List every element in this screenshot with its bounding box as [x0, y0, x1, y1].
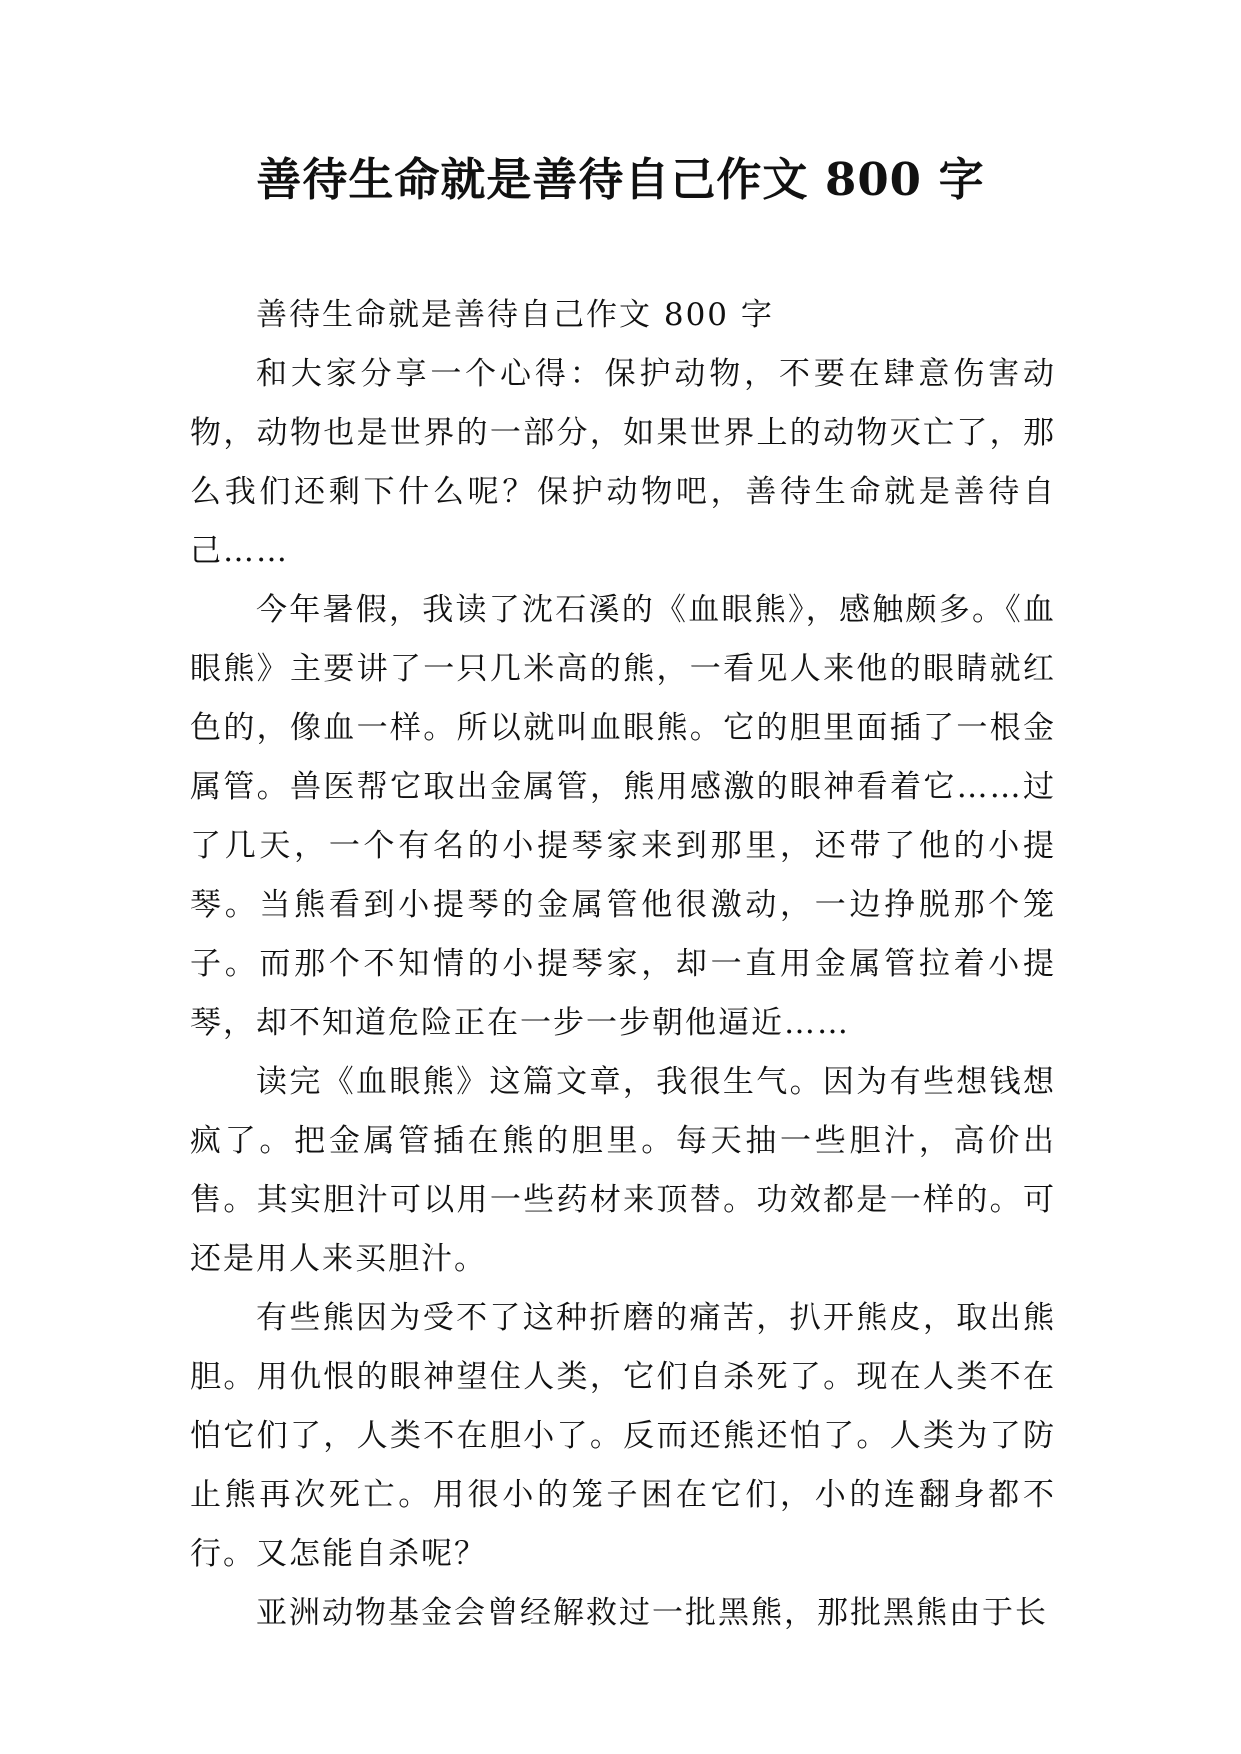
document-title: 善待生命就是善待自己作文 800 字 [256, 153, 985, 206]
paragraph: 读完《血眼熊》这篇文章，我很生气。因为有些想钱想疯了。把金属管插在熊的胆里。每天抽一些胆汁，高价出售。其实胆汁可以用一些药材来顶替。功效都是一样的。可还是用人来买胆汁。 [190, 1064, 1056, 1277]
paragraph: 有些熊因为受不了这种折磨的痛苦，扒开熊皮，取出熊胆。用仇恨的眼神望住人类，它们自杀死了。现在人类不在怕它们了，人类不在胆小了。反而还熊还怕了。人类为了防止熊再次死亡。用很小的笼子困在它们，小的连翻身都不行。又怎能自杀呢？ [190, 1300, 1056, 1572]
paragraph: 善待生命就是善待自己作文 800 字 [256, 297, 774, 333]
document-body [190, 286, 1056, 1643]
paragraph: 亚洲动物基金会曾经解救过一批黑熊，那批黑熊由于长 [256, 1595, 1048, 1631]
paragraph: 和大家分享一个心得：保护动物，不要在肆意伤害动物，动物也是世界的一部分，如果世界上的动物灭亡了，那么我们还剩下什么呢？保护动物吧，善待生命就是善待自己…… [190, 356, 1056, 569]
paragraph: 今年暑假，我读了沈石溪的《血眼熊》，感触颇多。《血眼熊》主要讲了一只几米高的熊，一看见人来他的眼睛就红色的，像血一样。所以就叫血眼熊。它的胆里面插了一根金属管。兽医帮它取出金属管，熊用感激的眼神看着它……过了几天，一个有名的小提琴家来到那里，还带了他的小提琴。当熊看到小提琴的金属管他很激动，一边挣脱那个笼子。而那个不知情的小提琴家，却一直用金属管拉着小提琴，却不知道危险正在一步一步朝他逼近…… [190, 592, 1056, 1041]
